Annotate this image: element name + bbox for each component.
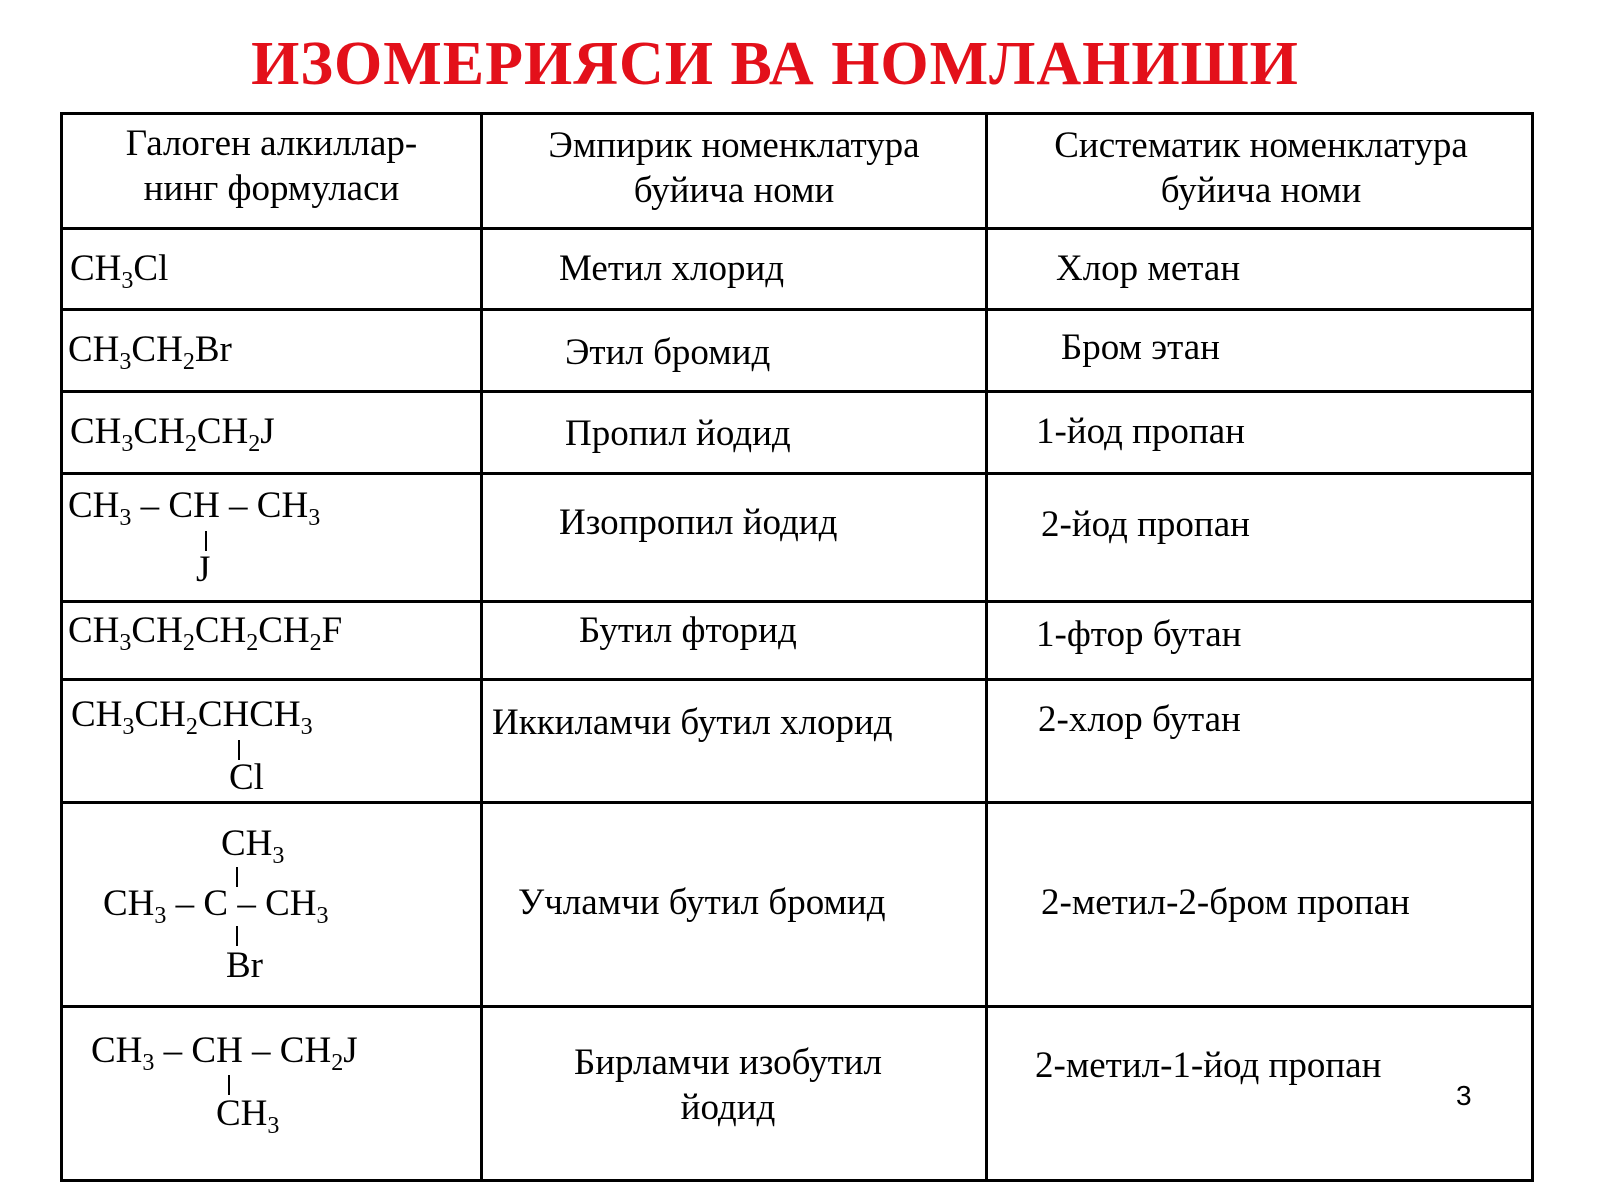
header-formula-line1: Галоген алкиллар- xyxy=(125,123,418,164)
formula-text: CH xyxy=(131,329,183,370)
formula-substituent: Br xyxy=(226,945,263,986)
empirical-name: Иккиламчи бутил хлорид xyxy=(492,702,893,743)
row-divider xyxy=(63,308,1531,311)
formula-subscript: 3 xyxy=(142,1050,155,1076)
formula-subscript: 2 xyxy=(248,431,261,457)
formula-cell xyxy=(68,327,232,373)
formula-text: CH xyxy=(70,411,122,452)
empirical-name-line1: Бирламчи изобутил xyxy=(573,1042,883,1083)
formula-text: CH xyxy=(70,248,122,289)
formula-cell xyxy=(70,409,275,455)
empirical-name: Бутил фторид xyxy=(579,610,797,651)
systematic-name: Хлор метан xyxy=(1056,248,1241,289)
header-systematic-line2: буйича номи xyxy=(1160,170,1362,211)
systematic-name: Бром этан xyxy=(1061,327,1220,368)
column-divider xyxy=(985,115,988,1179)
formula-subscript: 3 xyxy=(316,903,329,929)
header-empirical-line2: буйича номи xyxy=(633,170,835,211)
header-systematic xyxy=(988,123,1534,213)
formula-text: CH xyxy=(68,610,120,651)
formula-text: Cl xyxy=(133,248,169,289)
formula-subscript: 2 xyxy=(331,1050,344,1076)
systematic-name: 2-метил-2-бром пропан xyxy=(1041,882,1410,923)
formula-subscript: 3 xyxy=(121,431,134,457)
empirical-name: Этил бромид xyxy=(565,332,771,373)
systematic-name: 1-фтор бутан xyxy=(1036,614,1242,655)
formula-subscript: 2 xyxy=(185,714,198,740)
formula-substituent: Cl xyxy=(229,757,264,798)
empirical-name: Метил хлорид xyxy=(559,248,785,289)
formula-text: CH xyxy=(134,694,186,735)
formula-subscript: 2 xyxy=(246,630,259,656)
page-title: ИЗОМЕРИЯСИ ВА НОМЛАНИШИ xyxy=(251,30,1299,98)
formula-cell xyxy=(68,483,320,529)
formula-subscript: 3 xyxy=(119,505,132,531)
header-systematic-line1: Систематик номенклатура xyxy=(1054,125,1468,166)
formula-text: CH xyxy=(221,823,273,864)
formula-text: CH xyxy=(91,1030,143,1071)
header-empirical-line1: Эмпирик номенклатура xyxy=(548,125,920,166)
formula-subscript: 3 xyxy=(308,505,321,531)
formula-subscript: 3 xyxy=(154,903,167,929)
formula-subscript: 3 xyxy=(272,843,285,869)
formula-substituent: J xyxy=(196,549,211,590)
formula-text: CHCH xyxy=(197,694,301,735)
systematic-name: 1-йод пропан xyxy=(1036,411,1245,452)
empirical-name: Изопропил йодид xyxy=(559,502,838,543)
formula-subscript: 2 xyxy=(309,630,322,656)
header-formula xyxy=(63,121,480,211)
formula-text: – CH – CH xyxy=(154,1030,332,1071)
formula-subscript: 2 xyxy=(182,349,195,375)
formula-top-group xyxy=(221,821,284,867)
formula-subscript: 3 xyxy=(300,714,313,740)
header-empirical xyxy=(483,123,985,213)
systematic-name: 2-метил-1-йод пропан xyxy=(1035,1045,1382,1086)
row-divider xyxy=(63,227,1531,230)
formula-text: CH xyxy=(196,411,249,452)
nomenclature-table xyxy=(60,112,1534,1182)
formula-text: CH xyxy=(68,329,120,370)
formula-text: CH xyxy=(258,610,310,651)
page-number: 3 xyxy=(1456,1080,1472,1111)
formula-subscript: 3 xyxy=(267,1113,280,1139)
formula-text: CH xyxy=(103,883,155,924)
formula-text: – CH – CH xyxy=(131,485,309,526)
empirical-name: Учламчи бутил бромид xyxy=(518,882,886,923)
formula-text: CH xyxy=(133,411,185,452)
formula-bottom-group xyxy=(216,1091,279,1137)
empirical-name xyxy=(483,1040,973,1130)
formula-text: F xyxy=(321,610,343,651)
formula-subscript: 3 xyxy=(122,714,135,740)
formula-cell xyxy=(68,608,342,654)
formula-text: J xyxy=(260,411,275,452)
formula-cell xyxy=(91,1028,358,1074)
row-divider xyxy=(63,472,1531,475)
formula-cell xyxy=(103,881,328,927)
formula-cell xyxy=(70,246,168,292)
systematic-name: 2-йод пропан xyxy=(1041,504,1250,545)
formula-subscript: 3 xyxy=(121,268,134,294)
formula-subscript: 3 xyxy=(119,349,132,375)
formula-text: CH xyxy=(131,610,183,651)
row-divider xyxy=(63,801,1531,804)
formula-subscript: 3 xyxy=(119,630,132,656)
formula-text: J xyxy=(343,1030,358,1071)
formula-subscript: 2 xyxy=(184,431,197,457)
column-divider xyxy=(480,115,483,1179)
formula-cell xyxy=(71,692,313,738)
row-divider xyxy=(63,390,1531,393)
formula-text: CH xyxy=(216,1093,268,1134)
formula-text: Br xyxy=(194,329,232,370)
header-formula-line2: нинг формуласи xyxy=(143,168,400,209)
formula-subscript: 2 xyxy=(182,630,195,656)
empirical-name: Пропил йодид xyxy=(565,413,791,454)
formula-text: CH xyxy=(71,694,123,735)
row-divider xyxy=(63,1005,1531,1008)
row-divider xyxy=(63,678,1531,681)
formula-text: – C – CH xyxy=(166,883,317,924)
row-divider xyxy=(63,600,1531,603)
formula-text: CH xyxy=(194,610,247,651)
formula-text: CH xyxy=(68,485,120,526)
empirical-name-line2: йодид xyxy=(680,1087,776,1128)
systematic-name: 2-хлор бутан xyxy=(1038,699,1241,740)
